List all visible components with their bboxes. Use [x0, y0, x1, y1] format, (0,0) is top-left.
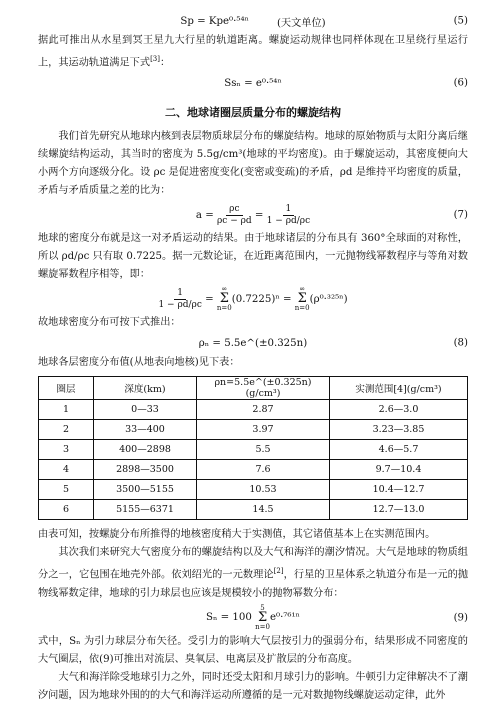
- equation-9-number: (9): [453, 612, 468, 624]
- equation-7-fraction-2: $\frac{1}{1 - \rho d/\rho c}$: [266, 203, 311, 226]
- table-cell: 10.53: [197, 480, 330, 500]
- equation-9-lhs: Sₙ = 100: [206, 612, 252, 624]
- table-row: [39, 420, 468, 440]
- equation-7: a = $\frac{\rho c}{\rho c - \rho d}$ = $\frac{1}{1 - \rho d/\rho c}$ (7): [195, 203, 468, 226]
- table-header: 深度(km): [94, 377, 197, 400]
- table-cell: 5: [39, 480, 94, 500]
- paragraph-2: 我们首先研究从地球内核到表层物质球层分布的螺旋结构。地球的原始物质与太阳分离后继续螺旋结构运动，其当时的密度为 5.5g/cm³(地球的平均密度)。由于螺旋运动，其密度便向大小两个方向逐级分化。设 ρc 是促进密度变化(变密或变疏)的矛盾，ρd 是维持平均密度的质量，矛盾与矛盾质量之差的比为：: [38, 131, 468, 197]
- equation-5-body: Sp = Kpe⁰·⁵⁴ⁿ: [180, 15, 249, 27]
- paragraph-3: 地球的密度分布就是这一对矛盾运动的结果。由于地球诸层的分布具有 360°全球面的对称性，所以 ρd/ρc 只有取 0.7225。据一元数论证，在近距离范围内，一元抛物线幂数程序与等角对数螺旋幂数程序相等，即：: [38, 233, 468, 281]
- paper-page: [38, 10, 468, 705]
- paragraph-6: 由表可知，按螺旋分布所推得的地核密度稍大于实测值，其它诸值基本上在实测范围内。: [38, 529, 436, 541]
- density-table: [38, 376, 468, 520]
- paragraph-1: 据此可推出从水星到冥王星九大行星的轨道距离。螺旋运动规律也同样体现在卫星绕行星运行上，其运动轨道满足下式[3]：: [38, 35, 468, 69]
- equation-6: [38, 72, 468, 94]
- summation-2: ∞ Σ n=0: [294, 285, 310, 313]
- equation-8-body: ρₙ = 5.5e^(±0.325n): [198, 337, 308, 349]
- table-cell: 0—33: [94, 400, 197, 420]
- equation-5-number: (5): [453, 15, 468, 27]
- equation-5: [38, 10, 468, 32]
- table-cell: 2898—3500: [94, 460, 197, 480]
- table-cell: 2: [39, 420, 94, 440]
- table-cell: 4: [39, 460, 94, 480]
- table-cell: 6: [39, 500, 94, 520]
- equation-8-number: (8): [453, 337, 468, 349]
- table-cell: 2.87: [197, 400, 330, 420]
- table-cell: 1: [39, 400, 94, 420]
- table-row: [39, 460, 468, 480]
- table-row: [39, 440, 468, 460]
- equation-6-body: Ssₙ = e⁰·⁵⁴ⁿ: [224, 77, 282, 89]
- table-cell: 2.6—3.0: [330, 400, 468, 420]
- section-title: 二、地球诸圈层质量分布的螺旋结构: [165, 106, 341, 120]
- table-cell: 3.97: [197, 420, 330, 440]
- paragraph-5: 地球各层密度分布值(从地表向地核)见下表：: [38, 357, 240, 369]
- equation-5-note: (天文单位): [276, 17, 326, 29]
- citation-3: [3]: [150, 55, 160, 63]
- table-cell: 12.7—13.0: [330, 500, 468, 520]
- equation-8: [38, 332, 468, 354]
- table-cell: 5155—6371: [94, 500, 197, 520]
- paragraph-9: 大气和海洋除受地球引力之外，同时还受太阳和月球引力的影响。牛顿引力定律解决不了潮汐问题，因为地球外围的的大气和海洋运动所遵循的是一元对数抛物线螺旋运动定律，此外: [38, 671, 468, 701]
- citation-2: [2]: [273, 567, 284, 576]
- table-cell: 3: [39, 440, 94, 460]
- table-row: [39, 400, 468, 420]
- table-cell: 400—2898: [94, 440, 197, 460]
- paragraph-8: 式中，Sₙ 为引力球层分布矢径。受引力的影响大气层按引力的强弱分布，结果形成不同密度的大气圈层，依(9)可推出对流层、臭氧层、电离层及扩散层的分布高度。: [38, 635, 468, 665]
- table-cell: 33—400: [94, 420, 197, 440]
- table-header-row: [39, 377, 468, 400]
- equation-7-number: (7): [453, 209, 468, 221]
- table-cell: 14.5: [197, 500, 330, 520]
- series-fraction: $\frac{1}{1 - \rho d/\rho c}$: [158, 287, 202, 310]
- table-header: 圈层: [39, 377, 94, 400]
- equation-7-fraction-1: $\frac{\rho c}{\rho c - \rho d}$: [217, 203, 252, 226]
- table-header: ρn=5.5e^(±0.325n)(g/cm³): [197, 377, 330, 400]
- equation-series: $\frac{1}{1 - \rho d/\rho c}$ = ∞ Σ n=0 (0.7225)ⁿ = ∞ Σ n=0 (ρ⁰·³²⁵ⁿ): [158, 285, 348, 313]
- summation-3: 5 Σ n=0: [255, 603, 270, 631]
- table-cell: 10.4—12.7: [330, 480, 468, 500]
- equation-6-number: (6): [453, 77, 468, 89]
- table-row: [39, 480, 468, 500]
- table-cell: 9.7—10.4: [330, 460, 468, 480]
- paragraph-7: 其次我们来研究大气密度分布的螺旋结构以及大气和海洋的潮汐情况。大气是地球的物质组分之一，它包围在地壳外部。依刘绍光的一元数理论[2]，行星的卫星体系之轨道分布是一元的抛物线幂数定律，地球的引力球层也应该是规模较小的抛物幂数分布：: [38, 547, 469, 599]
- equation-7-lhs: a =: [195, 209, 214, 221]
- equation-9: Sₙ = 100 5 Σ n=0 e⁰·⁷⁶¹ⁿ (9): [206, 603, 468, 631]
- table-cell: 5.5: [197, 440, 330, 460]
- table-header: 实测范围[4](g/cm³): [330, 377, 468, 400]
- table-cell: 3.23—3.85: [330, 420, 468, 440]
- table-row: [39, 500, 468, 520]
- paragraph-4: 故地球密度分布可按下式推出：: [38, 317, 181, 329]
- table-cell: 4.6—5.7: [330, 440, 468, 460]
- table-cell: 3500—5155: [94, 480, 197, 500]
- summation-1: ∞ Σ n=0: [216, 285, 232, 313]
- table-cell: 7.6: [197, 460, 330, 480]
